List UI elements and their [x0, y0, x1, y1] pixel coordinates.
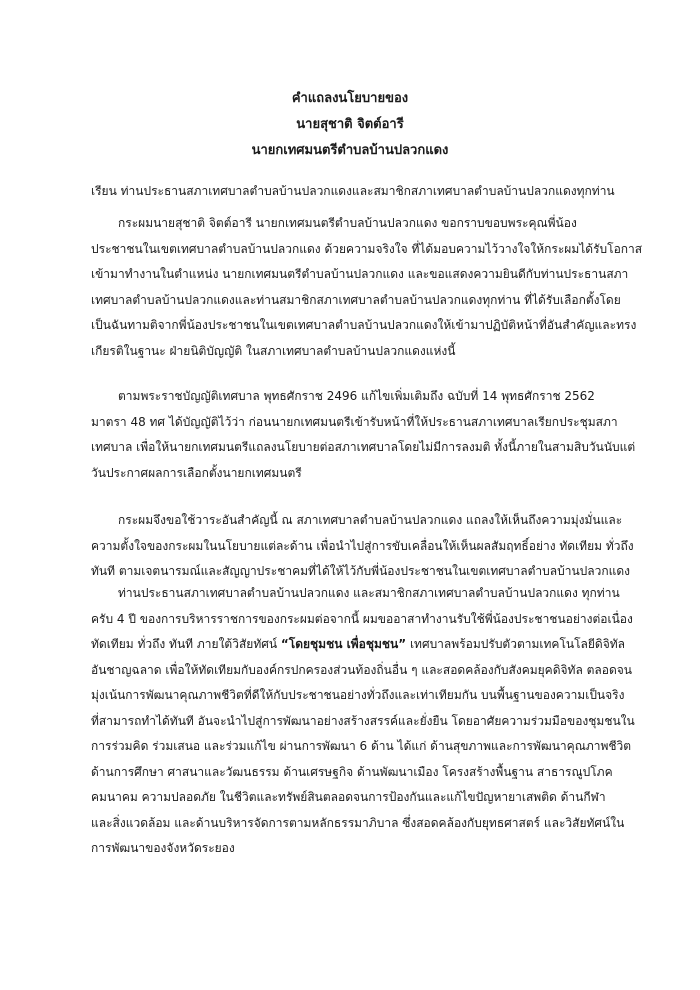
- paragraph-line: ความตั้งใจของกระผมในนโยบายแต่ละด้าน เพื่อนำไปสู่การขับเคลื่อนให้เห็นผลสัมฤทธิ์อย่าง ทัดเทียม ทั่วถึง: [91, 538, 634, 553]
- paragraph-line: กระผมนายสุชาติ จิตต์อารี นายกเทศมนตรีตำบลบ้านปลวกแดง ขอกราบขอบพระคุณพี่น้อง: [118, 216, 577, 230]
- paragraph-line: การร่วมคิด ร่วมเสนอ และร่วมแก้ไข ผ่านการพัฒนา 6 ด้าน ได้แก่ ด้านสุขภาพและการพัฒนาคุณภาพชีวิต: [91, 739, 632, 753]
- vision-slogan: “โดยชุมชน เพื่อชุมชน”: [280, 637, 407, 651]
- title-line-policy-statement: คำแถลงนโยบายของ: [291, 91, 409, 106]
- paragraph-line: ครับ 4 ปี ของการบริหารราชการของกระผมต่อจากนี้ ผมขออาสาทำงานรับใช้พี่น้องประชาชนอย่างต่อเนื่อง: [91, 611, 633, 626]
- paragraph-line: มาตรา 48 ทศ ได้บัญญัติไว้ว่า ก่อนนายกเทศมนตรีเข้ารับหน้าที่ให้ประธานสภาเทศบาลเรียกประชุมสภา: [91, 414, 618, 429]
- paragraph-line: ประชาชนในเขตเทศบาลตำบลบ้านปลวกแดง ด้วยความจริงใจ ที่ได้มอบความไว้วางใจให้กระผมได้รับโอกาส: [91, 241, 643, 256]
- paragraph-line: เป็นฉันทามติจากพี่น้องประชาชนในเขตเทศบาลตำบลบ้านปลวกแดงให้เข้ามาปฏิบัติหน้าที่อันสำคัญและทรง: [91, 318, 637, 332]
- paragraph-legal-basis: [91, 386, 636, 488]
- paragraph-line: การพัฒนาของจังหวัดระยอง: [91, 841, 235, 855]
- paragraph-vision: [91, 583, 635, 864]
- paragraph-line: เข้ามาทำงานในตำแหน่ง นายกเทศมนตรีตำบลบ้านปลวกแดง และขอแสดงความยินดีกับท่านประธานสภา: [91, 267, 629, 281]
- paragraph-line-vision: [91, 634, 626, 660]
- document-title: [0, 86, 700, 164]
- paragraph-line: และสิ่งแวดล้อม และด้านบริหารจัดการตามหลักธรรมาภิบาล ซึ่งสอดคล้องกับยุทธศาสตร์ และวิสัยทัศน์ใน: [91, 815, 625, 830]
- paragraph-line: ด้านการศึกษา ศาสนาและวัฒนธรรม ด้านเศรษฐกิจ ด้านพัฒนาเมือง โครงสร้างพื้นฐาน สาธารณูปโภค: [91, 764, 613, 779]
- paragraph-line: เกียรติในฐานะ ฝ่ายนิติบัญญัติ ในสภาเทศบาลตำบลบ้านปลวกแดงแห่งนี้: [91, 343, 456, 358]
- paragraph-line: เทศบาล เพื่อให้นายกเทศมนตรีแถลงนโยบายต่อสภาเทศบาลโดยไม่มีการลงมติ ทั้งนี้ภายในสามสิบวันนับแต่: [91, 440, 636, 454]
- title-line-name: นายสุชาติ จิตต์อารี: [296, 117, 404, 132]
- paragraph-line: เทศบาลตำบลบ้านปลวกแดงและท่านสมาชิกสภาเทศบาลตำบลบ้านปลวกแดงทุกท่าน ที่ได้รับเลือกตั้งโดย: [91, 292, 621, 307]
- paragraph-line: ที่สามารถทำได้ทันที อันจะนำไปสู่การพัฒนาอย่างสร้างสรรค์และยั่งยืน โดยอาศัยความร่วมมือของชุมชนใน: [91, 713, 635, 728]
- paragraph-line: วันประกาศผลการเลือกตั้งนายกเทศมนตรี: [91, 465, 302, 480]
- paragraph-line: ท่านประธานสภาเทศบาลตำบลบ้านปลวกแดง และสมาชิกสภาเทศบาลตำบลบ้านปลวกแดง ทุกท่าน: [118, 586, 620, 600]
- paragraph-line: ตามพระราชบัญญัติเทศบาล พุทธศักราช 2496 แก้ไขเพิ่มเติมถึง ฉบับที่ 14 พุทธศักราช 2562: [118, 389, 595, 403]
- paragraph-gratitude: [91, 213, 643, 366]
- paragraph-line: มุ่งเน้นการพัฒนาคุณภาพชีวิตที่ดีให้กับประชาชนอย่างทั่วถึงและเท่าเทียมกัน บนพื้นฐานของความเป็นจริง: [91, 688, 625, 702]
- vision-prefix: ทัดเทียม ทั่วถึง ทันที ภายใต้วิสัยทัศน์: [91, 637, 281, 651]
- title-line-position: นายกเทศมนตรีตำบลบ้านปลวกแดง: [251, 143, 449, 158]
- greeting: เรียน ท่านประธานสภาเทศบาลตำบลบ้านปลวกแดงและสมาชิกสภาเทศบาลตำบลบ้านปลวกแดงทุกท่าน: [91, 184, 615, 198]
- paragraph-line: กระผมจึงขอใช้วาระอันสำคัญนี้ ณ สภาเทศบาลตำบลบ้านปลวกแดง แถลงให้เห็นถึงความมุ่งมั่นและ: [118, 513, 623, 527]
- paragraph-commitment: [91, 510, 634, 587]
- paragraph-line: คมนาคม ความปลอดภัย ในชีวิตและทรัพย์สินตลอดจนการป้องกันและแก้ไขปัญหายาเสพติด ด้านกีฬา: [91, 790, 606, 804]
- vision-suffix: เทศบาลพร้อมปรับตัวตามเทคโนโลยีดิจิทัล: [406, 637, 626, 651]
- paragraph-line: ทันที ตามเจตนารมณ์และสัญญาประชาคมที่ได้ให้ไว้กับพี่น้องประชาชนในเขตเทศบาลตำบลบ้านปลวกแดง: [91, 564, 631, 578]
- paragraph-line: อันชาญฉลาด เพื่อให้ทัดเทียมกับองค์กรปกครองส่วนท้องถิ่นอื่น ๆ และสอดคล้องกับสังคมยุคดิจิทัล ตลอดจน: [91, 662, 632, 677]
